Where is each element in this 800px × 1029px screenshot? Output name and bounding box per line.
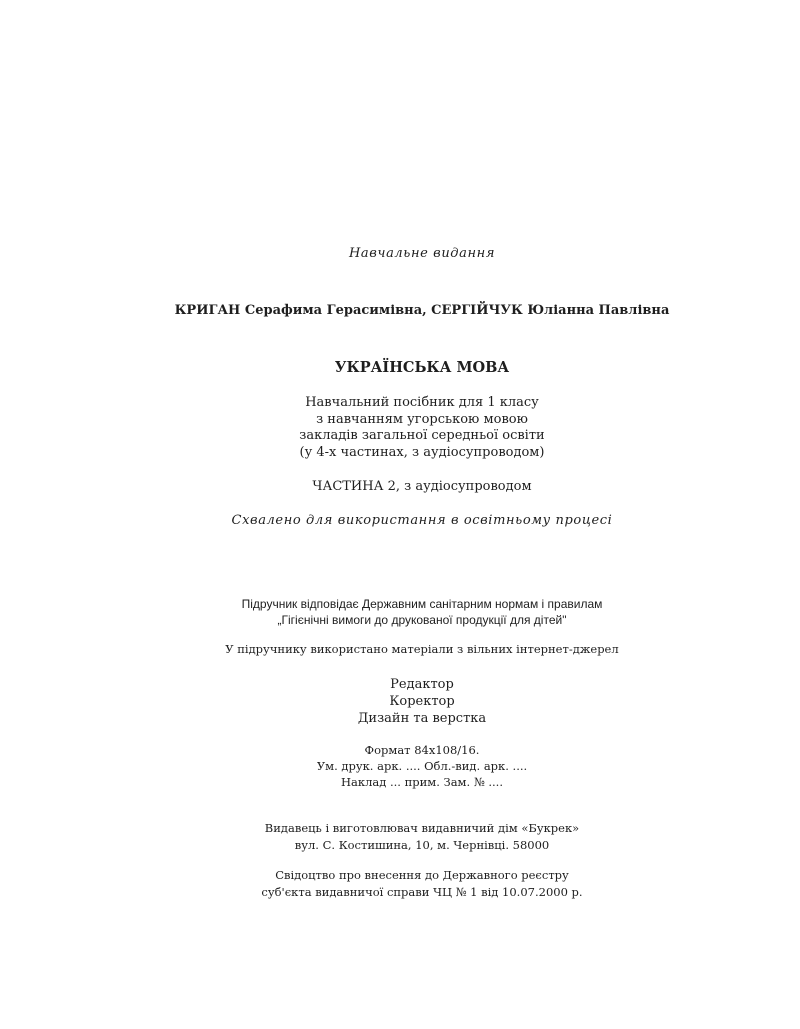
format-line: Формат 84х108/16. [364,743,480,757]
sanitary-compliance-note [0,597,800,628]
subtitle-line: з навчанням угорською мовою [316,411,528,427]
part-label: ЧАСТИНА 2, з аудіосупроводом [312,479,532,494]
publisher-line: вул. С. Костишина, 10, м. Чернівці. 58000 [294,837,550,852]
edition-type: Навчальне видання [348,246,496,261]
book-title: УКРАЇНСЬКА МОВА [334,359,510,376]
sources-note: У підручнику використано матеріали з вільних інтернет-джерел [225,642,619,656]
publisher-line: Видавець і виготовлювач видавничий дім «Букрек» [264,821,580,835]
certificate-line: Свідоцтво про внесення до Державного реєстру [275,868,569,882]
staff-role-proofreader: Коректор [389,694,455,709]
subtitle-line: Навчальний посібник для 1 класу [305,395,539,410]
subtitle-line: (у 4-х частинах, з аудіосупроводом) [299,444,545,460]
approval-note: Схвалено для використання в освітньому процесі [231,513,613,528]
staff-list [0,676,800,727]
format-line: Ум. друк. арк. .... Обл.-вид. арк. .... [316,759,528,773]
staff-role-design: Дизайн та верстка [357,711,487,726]
print-format-details [0,742,800,790]
format-line: Наклад ... прим. Зам. № .... [341,775,503,789]
authors: КРИГАН Серафима Герасимівна, СЕРГІЙЧУК Юліанна Павлівна [174,303,670,318]
certificate-line: суб'єкта видавничої справи ЧЦ № 1 від 10.07.2000 р. [261,884,583,899]
subtitle-line: закладів загальної середньої освіти [299,428,545,443]
book-subtitle [0,395,800,461]
staff-role-editor: Редактор [390,677,454,692]
sanitary-line: Підручник відповідає Державним санітарним нормам і правилам [241,597,603,611]
publisher-info [0,820,800,853]
sanitary-line: „Гігієнічні вимоги до друкованої продукції для дітей" [277,612,567,627]
registration-certificate [0,867,800,900]
